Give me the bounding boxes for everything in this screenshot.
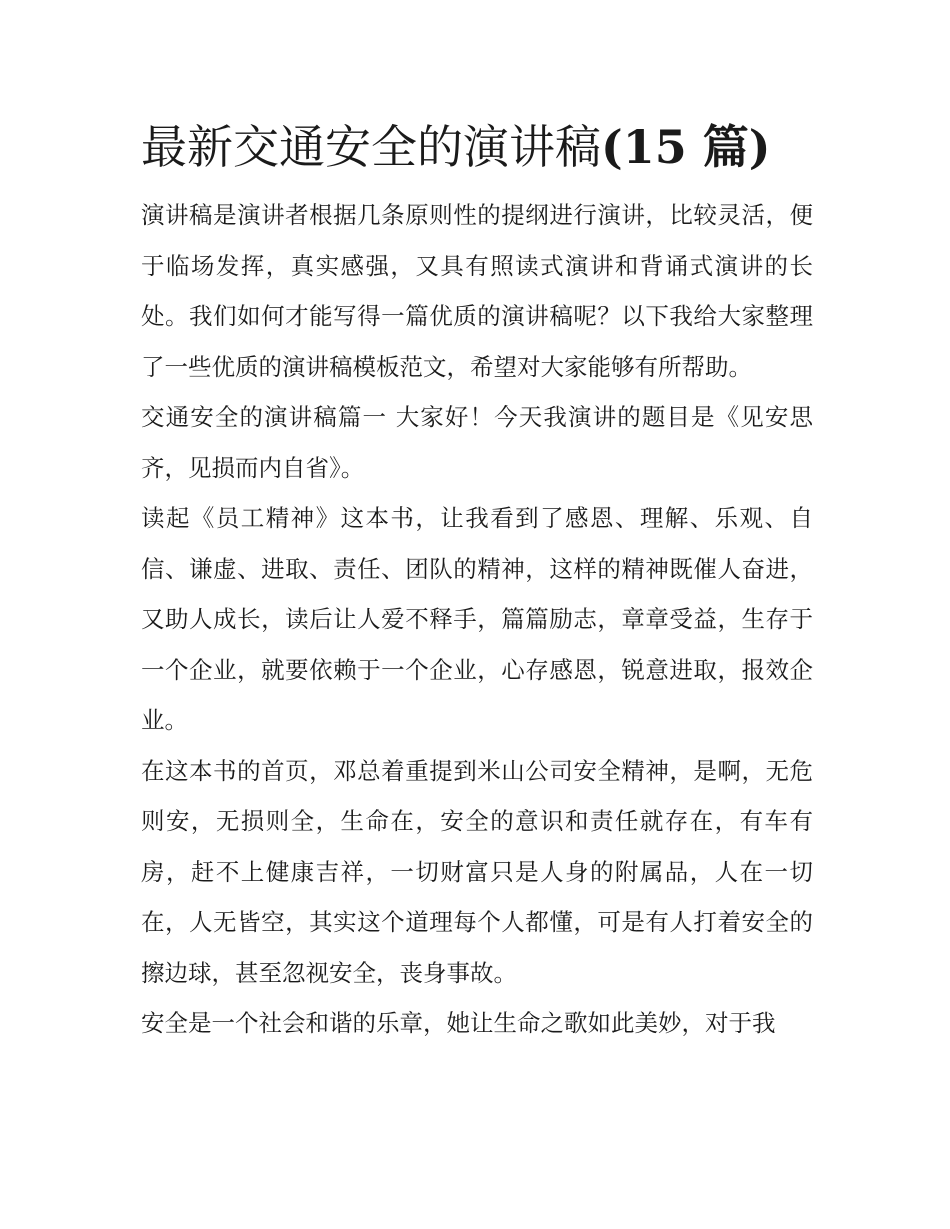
paragraph-harmony: 安全是一个社会和谐的乐章，她让生命之歌如此美妙，对于我 [141,1009,776,1037]
title-main: 最新交通安全的演讲稿 [141,120,601,174]
paragraph-book: 读起《员工精神》这本书，让我看到了感恩、理解、乐观、自信、谦虚、进取、责任、团队的精神，这样的精神既催人奋进，又助人成长，读后让人爱不释手，篇篇励志，章章受益，生存于一个企业，就要依赖于一个企业，心存感恩，锐意进取，报效企业。 [141,504,813,734]
paragraph-intro: 演讲稿是演讲者根据几条原则性的提纲进行演讲，比较灵活，便于临场发挥，真实感强，又具有照读式演讲和背诵式演讲的长处。我们如何才能写得一篇优质的演讲稿呢？以下我给大家整理了一些优质的演讲稿模板范文，希望对大家能够有所帮助。 [141,201,813,381]
document-title [141,112,813,182]
paragraph-safety-spirit: 在这本书的首页，邓总着重提到米山公司安全精神，是啊，无危则安，无损则全，生命在，安全的意识和责任就存在，有车有房，赶不上健康吉祥，一切财富只是人身的附属品，人在一切在，人无皆空，其实这个道理每个人都懂，可是有人打着安全的擦边球，甚至忽视安全，丧身事故。 [141,756,813,987]
paragraph-opening: 交通安全的演讲稿篇一 大家好！今天我演讲的题目是《见安思齐，见损而内自省》。 [141,403,813,482]
document-page [141,112,813,1049]
title-suffix: (15 篇) [601,120,771,174]
